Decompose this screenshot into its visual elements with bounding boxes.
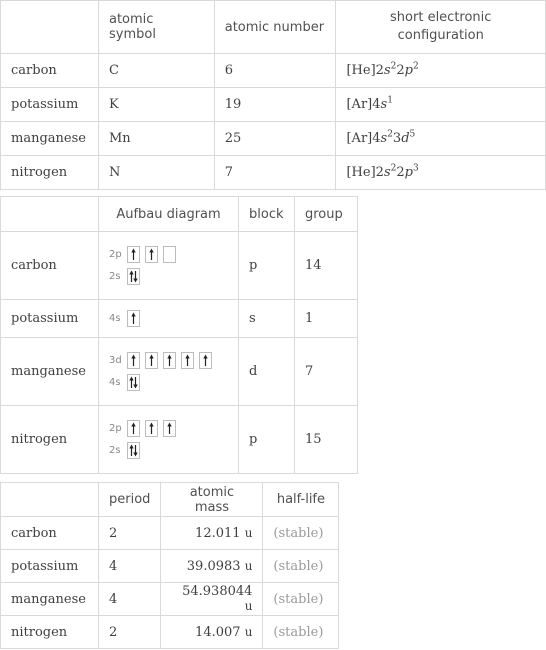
group: 14 xyxy=(295,232,358,300)
config-shell: 3 xyxy=(392,131,402,146)
header-half-life: half-life xyxy=(263,483,339,517)
config-electrons: 2 xyxy=(387,129,393,140)
atomic-symbol: K xyxy=(98,88,214,122)
mass-unit: u xyxy=(244,624,253,639)
header-atomic-mass: atomic mass xyxy=(161,483,263,517)
table-header-row xyxy=(1,1,546,54)
orbital-label: 2p xyxy=(109,249,122,260)
table-row xyxy=(1,88,546,122)
empty-orbital-box xyxy=(163,246,176,263)
element-name: potassium xyxy=(1,300,99,338)
config-shell: 2 xyxy=(396,63,405,78)
mass-unit: u xyxy=(244,558,253,573)
element-name: nitrogen xyxy=(1,406,99,474)
block: p xyxy=(239,232,295,300)
block: d xyxy=(239,338,295,406)
config-electrons: 2 xyxy=(390,61,397,72)
single-electron-box xyxy=(145,420,158,437)
table-row xyxy=(1,406,358,474)
header-atomic-number: atomic number xyxy=(214,1,336,54)
config-electrons: 5 xyxy=(409,129,416,140)
config-electrons: 2 xyxy=(412,61,419,72)
single-electron-box xyxy=(145,352,158,369)
atomic-number: 7 xyxy=(214,156,336,190)
single-electron-box xyxy=(127,310,140,327)
single-electron-box xyxy=(127,352,140,369)
aufbau-diagram xyxy=(99,232,239,300)
mass-value: 14.007 xyxy=(195,624,241,640)
element-name: potassium xyxy=(1,550,99,583)
element-name: manganese xyxy=(1,338,99,406)
paired-electrons-box xyxy=(127,374,140,391)
orbital-row xyxy=(109,440,228,462)
mass-value: 54.938044 xyxy=(182,584,253,599)
atomic-mass xyxy=(161,616,263,649)
half-life: (stable) xyxy=(263,550,339,583)
config-shell: 4 xyxy=(372,97,381,112)
header-blank xyxy=(1,483,99,517)
single-electron-box xyxy=(127,246,140,263)
orbital-label: 3d xyxy=(109,355,122,366)
mass-table xyxy=(0,482,339,649)
element-properties-table xyxy=(0,0,546,190)
mass-value: 12.011 xyxy=(195,525,241,541)
table-body xyxy=(1,232,358,474)
orbital-label: 2p xyxy=(109,423,122,434)
period: 4 xyxy=(99,550,161,583)
orbital-row xyxy=(109,350,228,372)
config-electrons: 3 xyxy=(412,163,419,174)
config-shell: 2 xyxy=(375,63,384,78)
header-atomic-symbol: atomic symbol xyxy=(98,1,214,54)
aufbau-diagram xyxy=(99,300,239,338)
orbital-label: 4s xyxy=(109,377,121,388)
table-row xyxy=(1,583,339,616)
config-subshell: p xyxy=(404,63,413,78)
half-life: (stable) xyxy=(263,517,339,550)
table-row xyxy=(1,156,546,190)
table-row xyxy=(1,517,339,550)
config-electrons: 1 xyxy=(387,95,393,106)
paired-electrons-box xyxy=(127,268,140,285)
config-subshell: s xyxy=(380,131,388,146)
config-core: [He] xyxy=(346,165,376,180)
element-name: carbon xyxy=(1,54,99,88)
atomic-number: 19 xyxy=(214,88,336,122)
header-group: group xyxy=(295,197,358,232)
header-blank xyxy=(1,1,99,54)
header-blank xyxy=(1,197,99,232)
orbital-row xyxy=(109,244,228,266)
electronic-configuration xyxy=(336,156,546,190)
block: p xyxy=(239,406,295,474)
period: 2 xyxy=(99,616,161,649)
period: 2 xyxy=(99,517,161,550)
table-body xyxy=(1,517,339,649)
element-name: carbon xyxy=(1,517,99,550)
group: 1 xyxy=(295,300,358,338)
mass-unit: u xyxy=(244,525,253,540)
config-subshell: s xyxy=(380,97,388,112)
header-block: block xyxy=(239,197,295,232)
atomic-symbol: N xyxy=(98,156,214,190)
atomic-symbol: Mn xyxy=(98,122,214,156)
half-life: (stable) xyxy=(263,616,339,649)
table-row xyxy=(1,300,358,338)
orbital-row xyxy=(109,372,228,394)
atomic-mass xyxy=(161,517,263,550)
atomic-symbol: C xyxy=(98,54,214,88)
config-core: [Ar] xyxy=(346,131,373,146)
atomic-mass xyxy=(161,550,263,583)
config-shell: 4 xyxy=(372,131,381,146)
electronic-configuration xyxy=(336,122,546,156)
orbital-row xyxy=(109,266,228,288)
orbital-label: 2s xyxy=(109,445,121,456)
mass-value: 39.0983 xyxy=(186,558,241,574)
electronic-configuration xyxy=(336,88,546,122)
half-life: (stable) xyxy=(263,583,339,616)
orbital-label: 2s xyxy=(109,271,121,282)
header-electronic-configuration: short electronic configuration xyxy=(336,1,546,54)
table-header-row xyxy=(1,197,358,232)
aufbau-diagram xyxy=(99,338,239,406)
table-row xyxy=(1,616,339,649)
config-shell: 2 xyxy=(375,165,384,180)
single-electron-box xyxy=(199,352,212,369)
table-row xyxy=(1,338,358,406)
atomic-mass xyxy=(161,583,263,616)
table-row xyxy=(1,122,546,156)
group: 7 xyxy=(295,338,358,406)
atomic-number: 25 xyxy=(214,122,336,156)
aufbau-table xyxy=(0,196,358,474)
table-header-row xyxy=(1,483,339,517)
table-row xyxy=(1,54,546,88)
single-electron-box xyxy=(181,352,194,369)
element-name: nitrogen xyxy=(1,616,99,649)
electronic-configuration xyxy=(336,54,546,88)
config-electrons: 2 xyxy=(390,163,397,174)
element-name: manganese xyxy=(1,583,99,616)
header-period: period xyxy=(99,483,161,517)
single-electron-box xyxy=(127,420,140,437)
aufbau-diagram xyxy=(99,406,239,474)
single-electron-box xyxy=(163,352,176,369)
group: 15 xyxy=(295,406,358,474)
table-body xyxy=(1,54,546,190)
single-electron-box xyxy=(163,420,176,437)
config-core: [Ar] xyxy=(346,97,373,112)
paired-electrons-box xyxy=(127,442,140,459)
orbital-row xyxy=(109,418,228,440)
element-name: manganese xyxy=(1,122,99,156)
config-subshell: s xyxy=(383,165,391,180)
element-name: carbon xyxy=(1,232,99,300)
config-subshell: s xyxy=(383,63,391,78)
config-shell: 2 xyxy=(396,165,405,180)
orbital-label: 4s xyxy=(109,313,121,324)
single-electron-box xyxy=(145,246,158,263)
table-row xyxy=(1,550,339,583)
orbital-row xyxy=(109,308,228,330)
header-aufbau-diagram: Aufbau diagram xyxy=(99,197,239,232)
config-core: [He] xyxy=(346,63,376,78)
table-row xyxy=(1,232,358,300)
block: s xyxy=(239,300,295,338)
atomic-number: 6 xyxy=(214,54,336,88)
mass-unit: u xyxy=(244,599,253,613)
period: 4 xyxy=(99,583,161,616)
config-subshell: p xyxy=(404,165,413,180)
config-subshell: d xyxy=(401,131,410,146)
element-name: potassium xyxy=(1,88,99,122)
element-name: nitrogen xyxy=(1,156,99,190)
